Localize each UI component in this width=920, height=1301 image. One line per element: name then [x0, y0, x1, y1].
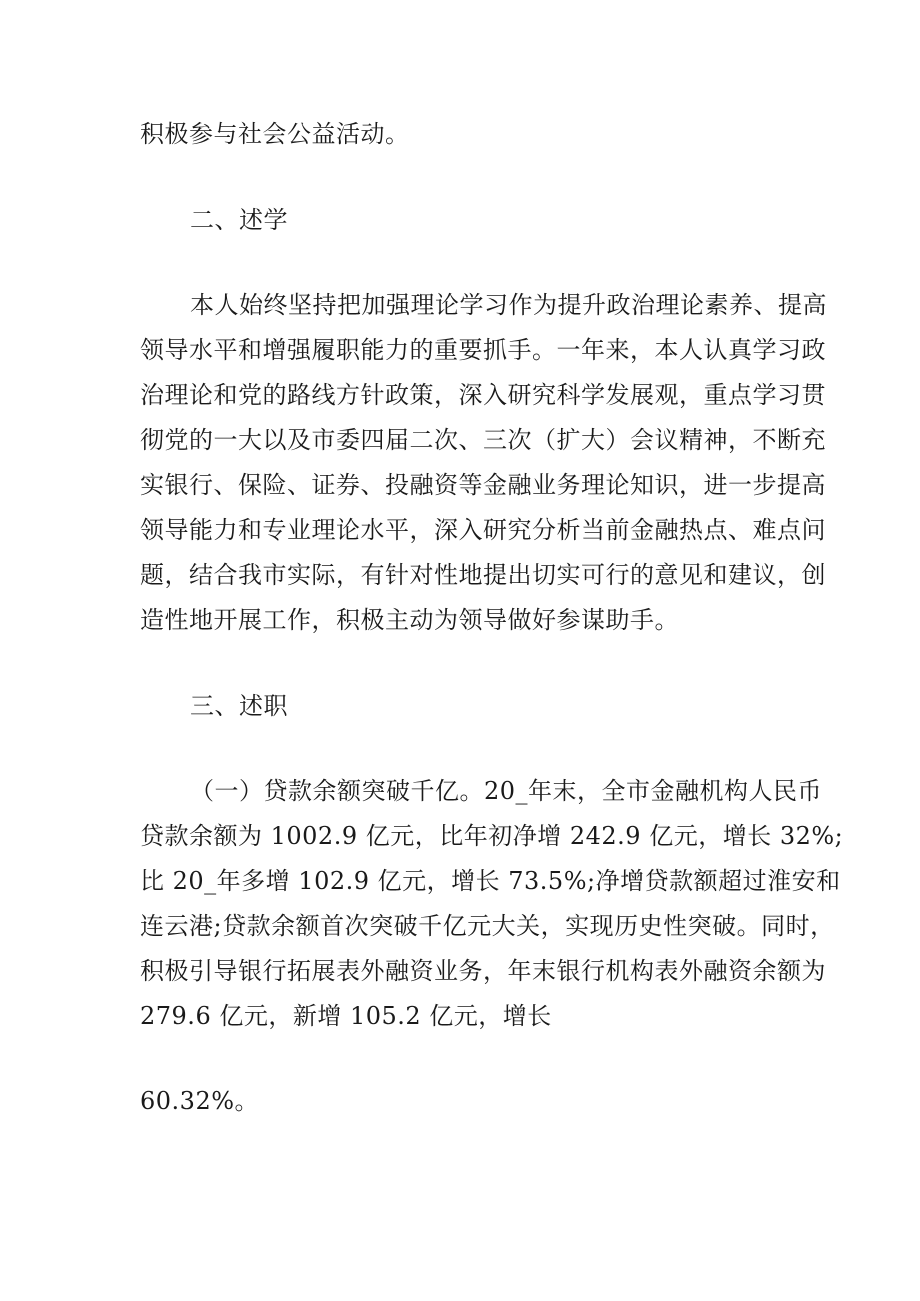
paragraph-text-line: 治理论和党的路线方针政策，深入研究科学发展观，重点学习贯 [140, 381, 826, 409]
section-heading-study: 二、述学 [190, 206, 288, 234]
paragraph-text-line: 连云港;贷款余额首次突破千亿元大关，实现历史性突破。同时， [140, 912, 835, 940]
paragraph-text-line: 领导水平和增强履职能力的重要抓手。一年来，本人认真学习政 [140, 336, 826, 364]
paragraph-text-line: 60.32%。 [140, 1087, 260, 1115]
paragraph-text-line: 积极引导银行拓展表外融资业务，年末银行机构表外融资余额为 [140, 957, 826, 985]
paragraph-text-line: 造性地开展工作，积极主动为领导做好参谋助手。 [140, 606, 679, 634]
paragraph-text-line: 279.6 亿元，新增 105.2 亿元，增长 [140, 1002, 552, 1030]
paragraph-text-line: 积极参与社会公益活动。 [140, 120, 410, 148]
paragraph-text-line: 贷款余额为 1002.9 亿元，比年初净增 242.9 亿元，增长 32%; [140, 822, 844, 850]
paragraph-text-line: （一）贷款余额突破千亿。20_年末，全市金融机构人民币 [190, 777, 823, 805]
paragraph-text-line: 彻党的一大以及市委四届二次、三次（扩大）会议精神，不断充 [140, 426, 826, 454]
paragraph-text-line: 本人始终坚持把加强理论学习作为提升政治理论素养、提高 [190, 291, 827, 319]
section-heading-duties: 三、述职 [190, 692, 288, 720]
paragraph-text-line: 领导能力和专业理论水平，深入研究分析当前金融热点、难点问 [140, 516, 826, 544]
paragraph-text-line: 比 20_年多增 102.9 亿元，增长 73.5%;净增贷款额超过淮安和 [140, 867, 841, 895]
paragraph-text-line: 题，结合我市实际，有针对性地提出切实可行的意见和建议，创 [140, 561, 826, 589]
paragraph-text-line: 实银行、保险、证券、投融资等金融业务理论知识，进一步提高 [140, 471, 826, 499]
